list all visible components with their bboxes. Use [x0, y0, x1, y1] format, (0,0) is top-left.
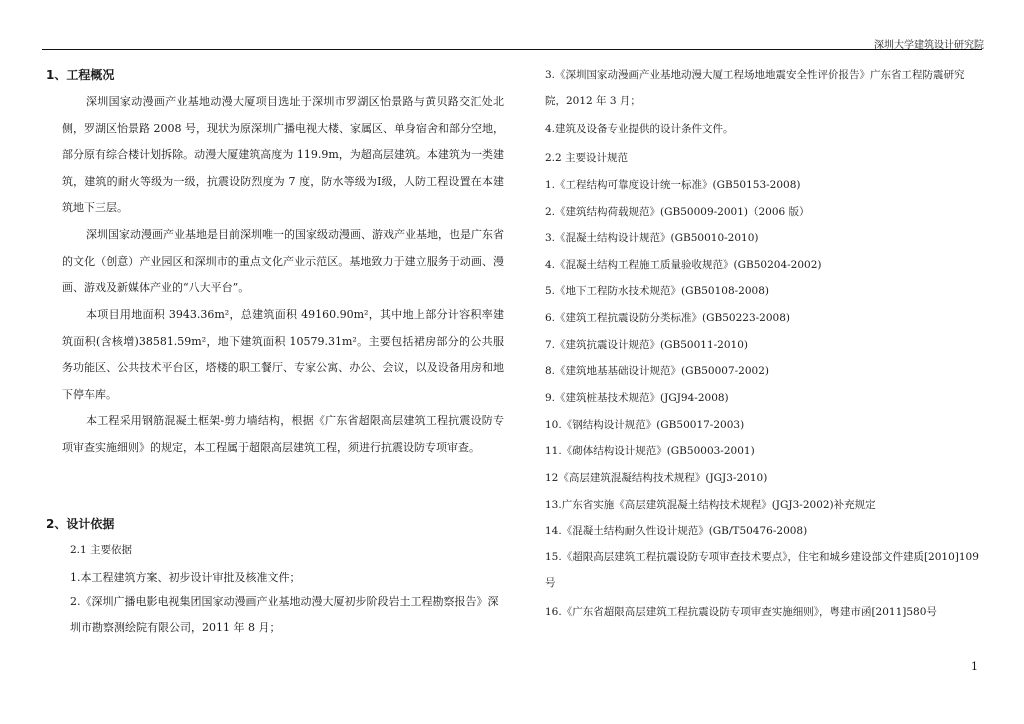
code-item-16: 16.《广东省超限高层建筑工程抗震设防专项审查实施细则》，粤建市函[2011]580号 — [545, 606, 937, 618]
code-item-14: 14.《混凝土结构耐久性设计规范》(GB/T50476-2008) — [545, 525, 808, 537]
section1-para-4: 本工程采用钢筋混凝土框架-剪力墙结构，根据《广东省超限高层建筑工程抗震设防专项审查实施细则》的规定，本工程属于超限高层建筑工程，须进行抗震设防专项审查。 — [62, 414, 504, 454]
code-item-10: 10.《钢结构设计规范》(GB50017-2003) — [545, 419, 745, 431]
code-item-13: 13.广东省实施《高层建筑混凝土结构技术规程》(JGJ3-2002)补充规定 — [545, 499, 876, 511]
basis-item-2: 2.《深圳广播电影电视集团国家动漫画产业基地动漫大厦初步阶段岩土工程勘察报告》深圳市勘察测绘院有限公司，2011 年 8 月； — [70, 595, 499, 634]
header-rule — [42, 49, 982, 50]
page-number: 1 — [971, 660, 978, 673]
code-item-2: 2.《建筑结构荷载规范》(GB50009-2001)（2006 版） — [545, 206, 810, 218]
basis-item-4: 4.建筑及设备专业提供的设计条件文件。 — [545, 123, 734, 135]
section1-para-1: 深圳国家动漫画产业基地动漫大厦项目选址于深圳市罗湖区怡景路与黄贝路交汇处北侧，罗湖区怡景路 2008 号，现状为原深圳广播电视大楼、家属区、单身宿舍和部分空地，部分原有综合楼计划拆除。动漫大厦建筑高度为 119.9m，为超高层建筑。本建筑为一类建筑，建筑的耐火等级为一级，抗震设防烈度为 7 度，防水等级为Ⅰ级，人防工程设置在本建筑地下三层。 — [62, 95, 504, 214]
code-item-3: 3.《混凝土结构设计规范》(GB50010-2010) — [545, 232, 759, 244]
code-item-9: 9.《建筑桩基技术规范》(JGJ94-2008) — [545, 392, 729, 404]
section2-1-title: 2.1 主要依据 — [70, 544, 133, 556]
code-item-15: 15.《超限高层建筑工程抗震设防专项审查技术要点》，住宅和城乡建设部文件建质[2010]109 号 — [545, 551, 979, 589]
section2-2-title: 2.2 主要设计规范 — [545, 152, 629, 164]
code-item-5: 5.《地下工程防水技术规范》(GB50108-2008) — [545, 285, 769, 297]
basis-item-3: 3.《深圳国家动漫画产业基地动漫大厦工程场地地震安全性评价报告》广东省工程防震研究院，2012 年 3 月； — [545, 69, 965, 107]
code-item-6: 6.《建筑工程抗震设防分类标准》(GB50223-2008) — [545, 312, 790, 324]
code-item-7: 7.《建筑抗震设计规范》(GB50011-2010) — [545, 339, 748, 351]
basis-item-1: 1.本工程建筑方案、初步设计审批及核准文件； — [70, 571, 301, 584]
code-item-12: 12《高层建筑混凝结构技术规程》(JGJ3-2010) — [545, 472, 768, 484]
code-item-8: 8.《建筑地基基础设计规范》(GB50007-2002) — [545, 365, 769, 377]
section1-para-2: 深圳国家动漫画产业基地是目前深圳唯一的国家级动漫画、游戏产业基地，也是广东省的文化（创意）产业园区和深圳市的重点文化产业示范区。基地致力于建立服务于动画、漫画、游戏及新媒体产业的“八大平台”。 — [62, 228, 504, 294]
section1-para-3: 本项目用地面积 3943.36m²，总建筑面积 49160.90m²，其中地上部分计容积率建筑面积(含核增)38581.59m²，地下建筑面积 10579.31m²。主要包括裙房部分的公共服务功能区、公共技术平台区，塔楼的职工餐厅、专家公寓、办公、会议，以及设备用房和地下停车库。 — [62, 308, 504, 401]
code-item-4: 4.《混凝土结构工程施工质量验收规范》(GB50204-2002) — [545, 259, 822, 271]
header-institute: 深圳大学建筑设计研究院 — [874, 40, 984, 51]
code-item-1: 1.《工程结构可靠度设计统一标准》(GB50153-2008) — [545, 179, 801, 191]
section1-title: 1、工程概况 — [46, 68, 115, 82]
section2-title: 2、设计依据 — [46, 517, 115, 531]
code-item-11: 11.《砌体结构设计规范》(GB50003-2001) — [545, 445, 755, 457]
